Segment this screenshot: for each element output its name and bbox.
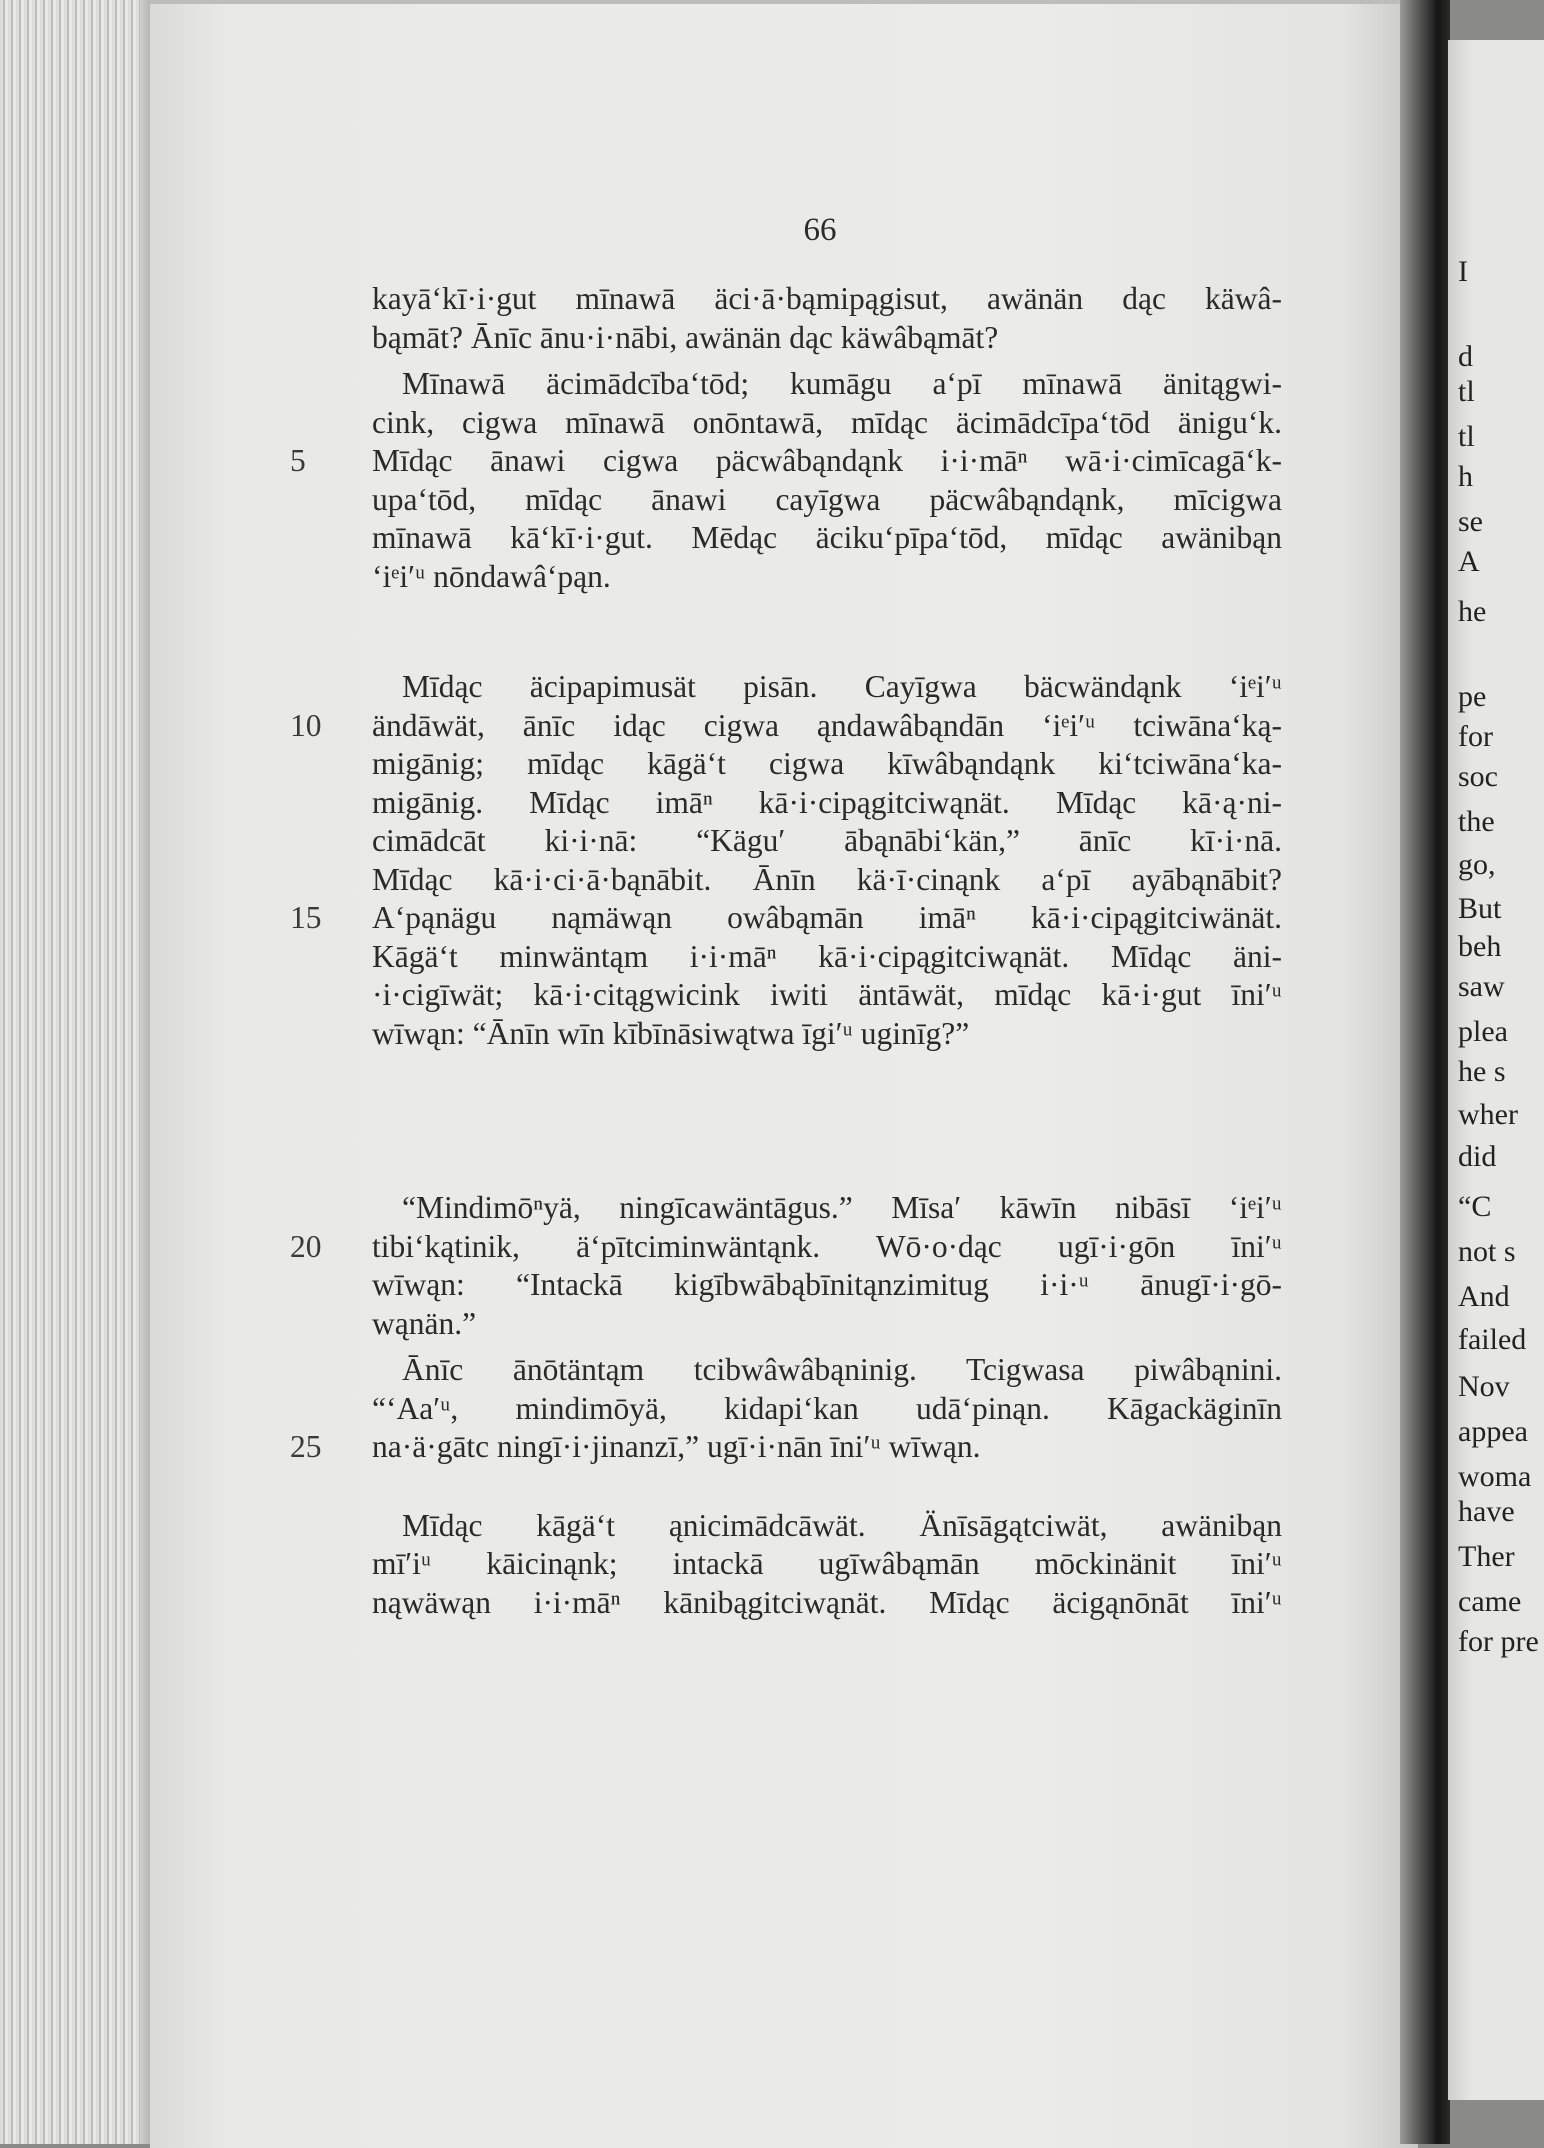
text-line: Mīdąc äcipapimusät pisān. Cayīgwa bäcwändąnk ‘iᵉi′ᵘ [402,669,1282,704]
paragraph [290,668,1282,1053]
text-line: cink, cigwa mīnawā onōntawā, mīdąc äcimādcīpa‘tōd änigu‘k. [372,404,1282,440]
right-page-fragment: A [1458,545,1480,578]
text-line: “‘Aa′ᵘ, mindimōyä, kidapi‘kan udā‘pinąn. Kāgackäginīn [372,1390,1282,1426]
page-number: 66 [803,212,837,248]
right-page-fragment: Nov [1458,1370,1510,1403]
paragraph [372,1507,1282,1623]
text-line: ‘iᵉi′ᵘ nōndawâ‘pąn. [372,558,611,594]
right-page-fragment: beh [1458,930,1502,963]
right-page-fragment: came [1458,1585,1522,1618]
text-line: Kāgä‘t minwäntąm i·i·māⁿ kā·i·cipągitciwąnät. Mīdąc äni- [372,938,1282,974]
line-number: 10 [290,707,322,743]
paragraph [290,1189,1282,1343]
text-line: wąnän.” [372,1305,477,1341]
right-page-fragment: go, [1458,848,1496,881]
text-line: Ānīc ānōtäntąm tcibwâwâbąninig. Tcigwasa piwâbąnini. [402,1352,1282,1387]
line-number: 20 [290,1228,322,1264]
right-page-fragment: d [1458,340,1473,373]
text-line: bąmāt? Ānīc ānu·i·nābi, awänän dąc käwâbąmāt? [372,319,999,355]
right-page-fragment: But [1458,892,1502,925]
text-line: Mīnawā äcimādcība‘tōd; kumāgu a‘pī mīnawā änitągwi- [402,366,1282,401]
text-line: upa‘tōd, mīdąc ānawi cayīgwa päcwâbąndąnk, mīcigwa [372,481,1282,517]
text-line: “Mindimōⁿyä, ningīcawäntāgus.” Mīsa′ kāwīn nibāsī ‘iᵉi′ᵘ [402,1190,1282,1225]
right-page-fragment: I [1458,255,1468,288]
text-line: migānig. Mīdąc imāⁿ kā·i·cipągitciwąnät. Mīdąc kā·ą·ni- [372,784,1282,820]
right-page-fragment: soc [1458,760,1498,793]
right-page [1448,40,1544,2100]
right-page-fragment: not s [1458,1235,1516,1268]
book-gutter [1400,0,1450,2144]
right-page-fragment: Ther [1458,1540,1515,1573]
right-page-fragment: pe [1458,680,1487,713]
line-number: 15 [290,900,322,935]
right-page-fragment: tl [1458,375,1475,408]
right-page-fragment: h [1458,460,1473,493]
text-line: Mīdąc kāgä‘t ąnicimādcāwät. Änīsāgątciwät, awänibąn [402,1507,1282,1543]
right-page-fragment: he s [1458,1055,1506,1088]
line-number: 5 [290,443,306,478]
text-line: nąwäwąn i·i·māⁿ kānibągitciwąnät. Mīdąc äcigąnōnāt īni′ᵘ [372,1584,1282,1620]
right-page-fragment: wher [1458,1098,1518,1131]
text-line: 25 na·ä·gātc ningī·i·jinanzī,” ugī·i·nān īni′ᵘ wīwąn. [372,1428,1282,1467]
text-line: mī′iᵘ kāicinąnk; intackā ugīwâbąmān mōckinänit īni′ᵘ [372,1546,1282,1581]
text-line: kayā‘kī·i·gut mīnawā äci·ā·bąmipągisut, awänän dąc käwâ- [372,281,1282,316]
right-page-fragment: tl [1458,420,1475,453]
right-page-fragment: have [1458,1495,1515,1528]
right-page-fragment: for [1458,720,1493,753]
paragraph [290,365,1282,596]
right-page-fragment: for pre [1458,1625,1539,1658]
body-text [290,280,1282,1622]
right-page-fragment: the [1458,805,1495,838]
right-page-fragment: did [1458,1140,1497,1173]
text-line: Mīdąc kā·i·ci·ā·bąnābit. Ānīn kä·ī·cinąnk a‘pī ayābąnābit? [372,861,1282,897]
text-line: 10 ändāwät, ānīc idąc cigwa ąndawâbąndān ‘iᵉi′ᵘ tciwāna‘ką- [372,707,1282,746]
text-line: wīwąn: “Ānīn wīn kībīnāsiwątwa īgi′ᵘ uginīg?” [372,1015,970,1051]
page-stack-edges [0,0,160,2144]
right-page-fragment: appea [1458,1415,1528,1448]
paragraph [290,1351,1282,1467]
text-line: ·i·cigīwät; kā·i·citągwicink iwiti äntāwät, mīdąc kā·i·gut īni′ᵘ [372,977,1282,1012]
right-page-fragment: woma [1458,1460,1532,1493]
text-line: cimādcāt ki·i·nā: “Kägu′ ābąnābi‘kän,” ānīc kī·i·nā. [372,823,1282,858]
right-page-fragment: plea [1458,1015,1508,1048]
text-line: mīnawā kā‘kī·i·gut. Mēdąc äciku‘pīpa‘tōd, mīdąc awänibąn [372,520,1282,555]
text-line: 20 tibi‘kątinik, ä‘pītciminwäntąnk. Wō·o·dąc ugī·i·gōn īni′ᵘ [372,1228,1282,1267]
right-page-fragment: “C [1458,1190,1492,1223]
text-line: migānig; mīdąc kāgä‘t cigwa kīwâbąndąnk ki‘tciwāna‘ka- [372,746,1282,781]
line-number: 25 [290,1429,322,1464]
right-page-fragment: saw [1458,970,1505,1003]
text-line: 15 A‘pąnägu nąmäwąn owâbąmān imāⁿ kā·i·cipągitciwänät. [372,899,1282,938]
right-page-fragment: he [1458,595,1487,628]
paragraph [372,280,1282,357]
right-page-fragment: se [1458,505,1483,538]
right-page-fragment: failed [1458,1323,1527,1356]
text-line: 5 Mīdąc ānawi cigwa päcwâbąndąnk i·i·māⁿ wā·i·cimīcagā‘k- [372,442,1282,481]
text-line: wīwąn: “Intackā kigībwābąbīnitąnzimitug i·i·ᵘ ānugī·i·gō- [372,1267,1282,1302]
right-page-fragment: And [1458,1280,1510,1313]
